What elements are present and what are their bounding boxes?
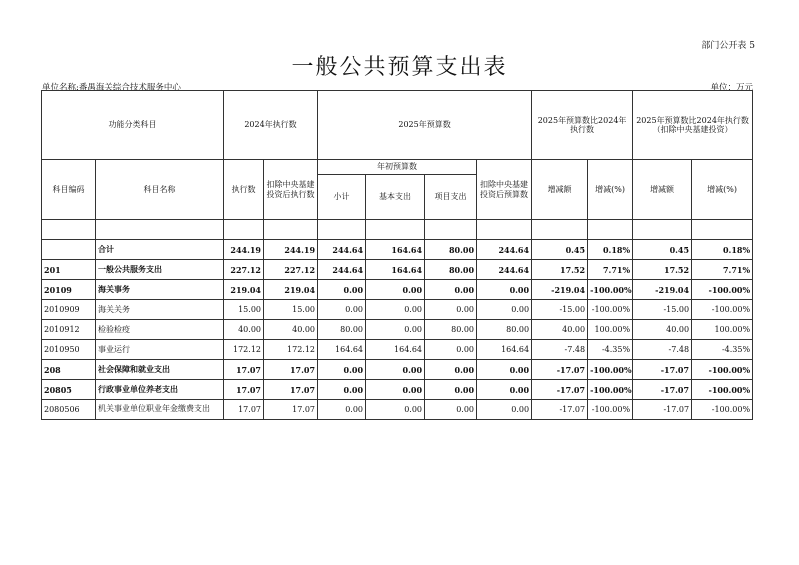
header-func-class: 功能分类科目 <box>42 91 224 160</box>
row-code: 20805 <box>42 380 96 400</box>
row-name: 检验检疫 <box>96 320 224 340</box>
cell-change-excl: -15.00 <box>633 300 692 320</box>
cell-exec-excl: 244.19 <box>264 240 318 260</box>
cell-basic: 0.00 <box>366 300 425 320</box>
row-code: 2080506 <box>42 400 96 420</box>
cell-subtotal: 0.00 <box>318 380 366 400</box>
cell-exec-excl: 172.12 <box>264 340 318 360</box>
cell-project: 0.00 <box>425 280 477 300</box>
cell-budget-excl: 0.00 <box>477 360 532 380</box>
header-code: 科目编码 <box>42 160 96 220</box>
cell-rate: 100.00% <box>588 320 633 340</box>
table-row <box>42 380 753 400</box>
cell-subtotal: 164.64 <box>318 340 366 360</box>
cell-rate: 7.71% <box>588 260 633 280</box>
cell-subtotal: 0.00 <box>318 280 366 300</box>
cell-budget-excl: 164.64 <box>477 340 532 360</box>
row-code: 2010950 <box>42 340 96 360</box>
cell-subtotal: 0.00 <box>318 360 366 380</box>
page-title: 一般公共预算支出表 <box>291 55 508 80</box>
cell-change-excl: 0.45 <box>633 240 692 260</box>
row-code <box>42 240 96 260</box>
cell-exec: 172.12 <box>224 340 264 360</box>
row-name: 海关事务 <box>96 280 224 300</box>
cell-budget-excl: 0.00 <box>477 300 532 320</box>
table-row <box>42 240 753 260</box>
cell-budget-excl: 244.64 <box>477 240 532 260</box>
cell-change: -15.00 <box>532 300 588 320</box>
header-exec-2024: 2024年执行数 <box>224 91 318 160</box>
cell-change: -219.04 <box>532 280 588 300</box>
cell-basic: 164.64 <box>366 340 425 360</box>
cell-exec-excl: 219.04 <box>264 280 318 300</box>
cell-exec: 17.07 <box>224 360 264 380</box>
cell-exec-excl: 40.00 <box>264 320 318 340</box>
cell-change-excl: -7.48 <box>633 340 692 360</box>
cell-change: 17.52 <box>532 260 588 280</box>
header-rate: 增减(%) <box>588 160 633 220</box>
cell-project: 0.00 <box>425 360 477 380</box>
cell-rate-excl: -100.00% <box>692 400 753 420</box>
table-row-blank <box>42 220 753 240</box>
cell-basic: 164.64 <box>366 240 425 260</box>
cell-basic: 0.00 <box>366 360 425 380</box>
cell-rate: -100.00% <box>588 300 633 320</box>
cell-project: 80.00 <box>425 240 477 260</box>
header-change-excl: 增减额 <box>633 160 692 220</box>
cell-exec-excl: 15.00 <box>264 300 318 320</box>
cell-exec-excl: 227.12 <box>264 260 318 280</box>
cell-rate-excl: -100.00% <box>692 280 753 300</box>
header-budget-2025: 2025年预算数 <box>318 91 532 160</box>
cell-basic: 164.64 <box>366 260 425 280</box>
cell-subtotal: 80.00 <box>318 320 366 340</box>
cell-budget-excl: 80.00 <box>477 320 532 340</box>
header-initial-budget: 年初预算数 <box>318 160 477 175</box>
row-name: 机关事业单位职业年金缴费支出 <box>96 400 224 420</box>
cell-rate-excl: 0.18% <box>692 240 753 260</box>
cell-rate-excl: -4.35% <box>692 340 753 360</box>
header-exec: 执行数 <box>224 160 264 220</box>
header-budget-excl: 扣除中央基建投资后预算数 <box>477 160 532 220</box>
table-row <box>42 300 753 320</box>
cell-budget-excl: 0.00 <box>477 280 532 300</box>
cell-exec: 244.19 <box>224 240 264 260</box>
cell-change-excl: 17.52 <box>633 260 692 280</box>
cell-basic: 0.00 <box>366 320 425 340</box>
header-subtotal: 小计 <box>318 175 366 220</box>
cell-rate-excl: -100.00% <box>692 360 753 380</box>
cell-rate-excl: -100.00% <box>692 380 753 400</box>
cell-rate-excl: -100.00% <box>692 300 753 320</box>
cell-change: 0.45 <box>532 240 588 260</box>
cell-exec: 17.07 <box>224 400 264 420</box>
cell-budget-excl: 0.00 <box>477 400 532 420</box>
cell-change: -7.48 <box>532 340 588 360</box>
cell-change-excl: 40.00 <box>633 320 692 340</box>
cell-project: 80.00 <box>425 260 477 280</box>
unit-name-label: 单位名称:番禺海关综合技术服务中心 <box>42 83 181 93</box>
cell-basic: 0.00 <box>366 280 425 300</box>
cell-subtotal: 0.00 <box>318 300 366 320</box>
header-project: 项目支出 <box>425 175 477 220</box>
row-name: 事业运行 <box>96 340 224 360</box>
budget-expenditure-table <box>41 90 753 420</box>
cell-budget-excl: 0.00 <box>477 380 532 400</box>
header-rate-excl: 增减(%) <box>692 160 753 220</box>
cell-change: -17.07 <box>532 380 588 400</box>
row-name: 海关关务 <box>96 300 224 320</box>
header-basic: 基本支出 <box>366 175 425 220</box>
row-code: 2010909 <box>42 300 96 320</box>
row-name: 合计 <box>96 240 224 260</box>
cell-basic: 0.00 <box>366 400 425 420</box>
cell-rate: -4.35% <box>588 340 633 360</box>
cell-change-excl: -219.04 <box>633 280 692 300</box>
cell-change: -17.07 <box>532 400 588 420</box>
header-exec-excl: 扣除中央基建投资后执行数 <box>264 160 318 220</box>
cell-exec: 15.00 <box>224 300 264 320</box>
cell-project: 0.00 <box>425 340 477 360</box>
cell-exec-excl: 17.07 <box>264 380 318 400</box>
header-compare-2024-excl: 2025年预算数比2024年执行数（扣除中央基建投资） <box>633 91 753 160</box>
cell-project: 0.00 <box>425 300 477 320</box>
table-row <box>42 400 753 420</box>
cell-exec: 40.00 <box>224 320 264 340</box>
cell-exec: 219.04 <box>224 280 264 300</box>
row-name: 一般公共服务支出 <box>96 260 224 280</box>
cell-rate-excl: 100.00% <box>692 320 753 340</box>
header-compare-2024: 2025年预算数比2024年执行数 <box>532 91 633 160</box>
row-code: 20109 <box>42 280 96 300</box>
cell-rate: -100.00% <box>588 280 633 300</box>
cell-change-excl: -17.07 <box>633 400 692 420</box>
row-code: 201 <box>42 260 96 280</box>
cell-change-excl: -17.07 <box>633 380 692 400</box>
cell-basic: 0.00 <box>366 380 425 400</box>
cell-subtotal: 244.64 <box>318 260 366 280</box>
table-row <box>42 320 753 340</box>
header-change: 增减额 <box>532 160 588 220</box>
table-row <box>42 340 753 360</box>
cell-rate: 0.18% <box>588 240 633 260</box>
currency-unit-label: 单位：万元 <box>710 83 753 93</box>
row-name: 社会保障和就业支出 <box>96 360 224 380</box>
cell-exec: 17.07 <box>224 380 264 400</box>
cell-rate-excl: 7.71% <box>692 260 753 280</box>
table-row <box>42 360 753 380</box>
cell-rate: -100.00% <box>588 400 633 420</box>
cell-budget-excl: 244.64 <box>477 260 532 280</box>
cell-subtotal: 0.00 <box>318 400 366 420</box>
cell-change: 40.00 <box>532 320 588 340</box>
table-row <box>42 260 753 280</box>
cell-project: 0.00 <box>425 400 477 420</box>
cell-change: -17.07 <box>532 360 588 380</box>
cell-project: 80.00 <box>425 320 477 340</box>
cell-exec: 227.12 <box>224 260 264 280</box>
cell-rate: -100.00% <box>588 360 633 380</box>
row-code: 2010912 <box>42 320 96 340</box>
cell-exec-excl: 17.07 <box>264 400 318 420</box>
table-row <box>42 280 753 300</box>
header-name: 科目名称 <box>96 160 224 220</box>
cell-exec-excl: 17.07 <box>264 360 318 380</box>
page-tag: 部门公开表 5 <box>701 41 755 51</box>
cell-subtotal: 244.64 <box>318 240 366 260</box>
cell-project: 0.00 <box>425 380 477 400</box>
cell-change-excl: -17.07 <box>633 360 692 380</box>
row-code: 208 <box>42 360 96 380</box>
row-name: 行政事业单位养老支出 <box>96 380 224 400</box>
cell-rate: -100.00% <box>588 380 633 400</box>
